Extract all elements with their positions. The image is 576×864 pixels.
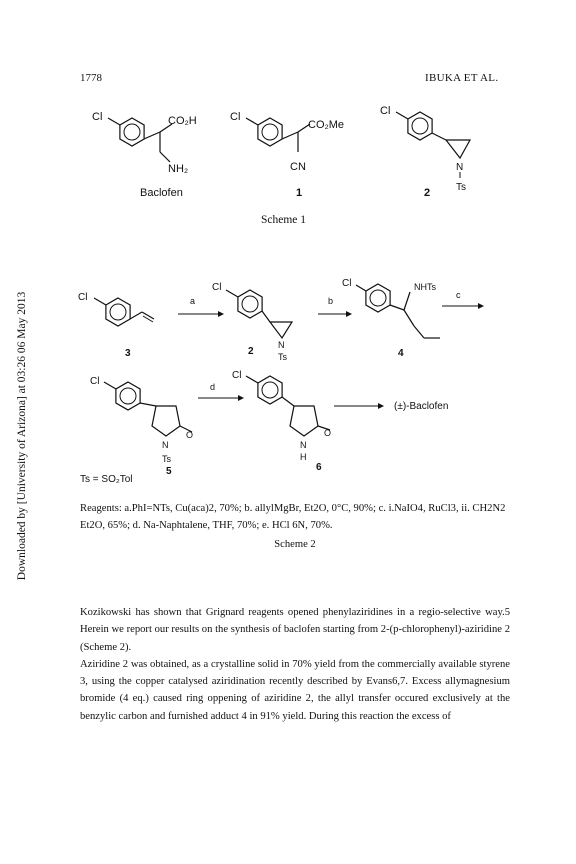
compound-6-structure — [232, 370, 331, 473]
product-label: (±)-Baclofen — [394, 401, 449, 412]
co2h-label: CO₂H — [168, 115, 197, 127]
compound-2-structure — [380, 105, 470, 199]
svg-text:2: 2 — [424, 187, 431, 199]
svg-text:CO₂Me: CO₂Me — [308, 119, 345, 131]
compound-4-structure — [342, 278, 440, 359]
scheme-2-figure — [0, 260, 576, 495]
paragraph-2: Aziridine 2 was obtained, as a crystalline solid in 70% yield from the commercially available styrene 3, using the copper catalysed aziridination recently described by Evans6,7. Excess allymagnesium bromide (4 eq.) caused ring oppening of aziridine 2, the allyl transfer occured exclusively at the benzylic carbon and furnished adduct 4 in 91% yield. During this reaction the excess of — [80, 658, 510, 722]
svg-text:O: O — [186, 430, 194, 440]
svg-text:Ts: Ts — [456, 182, 466, 193]
scheme-2-caption: Scheme 2 — [274, 539, 316, 550]
cl-label: Cl — [92, 111, 103, 123]
svg-text:N: N — [300, 440, 307, 450]
svg-text:1: 1 — [296, 187, 303, 199]
page-number: 1778 — [80, 72, 102, 84]
svg-text:O: O — [324, 428, 332, 438]
svg-text:CN: CN — [290, 161, 306, 173]
svg-text:Cl: Cl — [230, 111, 241, 123]
body-text — [80, 604, 510, 725]
step-c-label: c — [456, 290, 461, 300]
running-head-authors: IBUKA ET AL. — [425, 72, 499, 84]
svg-text:Ts: Ts — [162, 454, 171, 464]
nh2-label: NH₂ — [168, 163, 189, 175]
svg-text:Cl: Cl — [90, 376, 100, 387]
paragraph-1: Kozikowski has shown that Grignard reagents opened phenylaziridines in a regio-selective way.5 Herein we report our results on the synthesis of baclofen starting from 2-(p-chlorophenyl)-aziridine 2 (Scheme 2). — [80, 607, 510, 653]
compound-5-structure — [90, 376, 193, 477]
scheme-1-caption: Scheme 1 — [261, 214, 307, 226]
svg-text:Cl: Cl — [212, 282, 222, 293]
baclofen-label: Baclofen — [140, 187, 183, 199]
svg-text:Cl: Cl — [380, 105, 391, 117]
svg-text:Cl: Cl — [342, 278, 352, 289]
step-d-label: d — [210, 382, 216, 392]
ts-definition: Ts = SO₂Tol — [80, 474, 133, 485]
svg-text:H: H — [300, 452, 307, 462]
svg-text:4: 4 — [398, 348, 404, 359]
svg-text:Cl: Cl — [78, 292, 88, 303]
step-a-label: a — [190, 296, 196, 306]
compound-1-structure — [230, 111, 344, 199]
svg-text:Ts: Ts — [278, 352, 287, 362]
scheme-1-figure — [0, 0, 576, 260]
svg-text:Cl: Cl — [232, 370, 242, 381]
step-b-label: b — [328, 296, 334, 306]
svg-text:5: 5 — [166, 466, 172, 477]
compound-3-structure — [78, 292, 154, 359]
svg-text:N: N — [162, 440, 169, 450]
baclofen-structure — [92, 111, 197, 199]
reagents-text: Reagents: a.PhI=NTs, Cu(aca)2, 70%; b. allylMgBr, Et2O, 0°C, 90%; c. i.NaIO4, RuCl3, ii. CH2N2 Et2O, 65%; d. Na-Naphtalene, THF, 70%; e. HCl 6N, 70%. Scheme 2 — [80, 500, 510, 553]
svg-text:3: 3 — [125, 348, 131, 359]
svg-text:N: N — [278, 340, 285, 350]
svg-text:NHTs: NHTs — [414, 282, 436, 292]
download-notice: Downloaded by [University of Arizona] at 03:26 06 May 2013 — [16, 291, 28, 581]
svg-text:6: 6 — [316, 462, 322, 473]
compound-2-scheme2-structure — [212, 282, 292, 362]
svg-text:N: N — [456, 162, 464, 173]
svg-text:2: 2 — [248, 346, 254, 357]
